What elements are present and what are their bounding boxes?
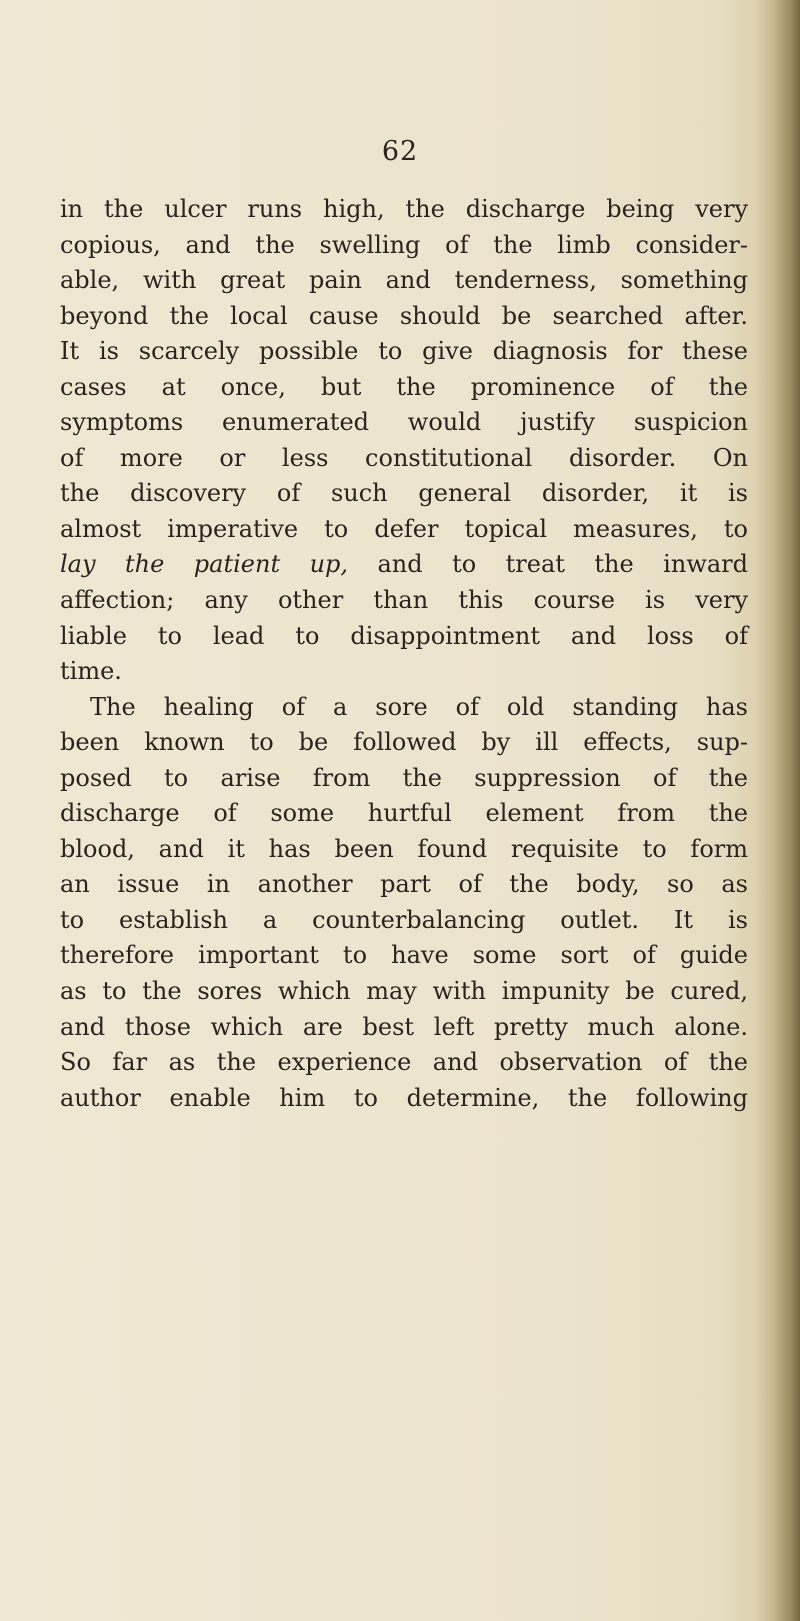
text-line: been known to be followed by ill effects, sup-: [60, 728, 748, 757]
paragraph-start-line: The healing of a sore of old standing has: [90, 692, 748, 721]
text-line: and those which are best left pretty much alone.: [60, 1012, 748, 1041]
text-line: of more or less constitutional disorder. On: [60, 443, 748, 472]
text-line: So far as the experience and observation of the: [60, 1048, 748, 1077]
text-line: symptoms enumerated would justify suspicion: [60, 408, 748, 437]
text-line: cases at once, but the prominence of the: [60, 372, 748, 401]
page-edge-shadow: [756, 0, 800, 1621]
text-line: the discovery of such general disorder, it is: [60, 479, 748, 508]
text-line: posed to arise from the suppression of the: [60, 763, 748, 792]
text-line: copious, and the swelling of the limb consider-: [60, 230, 748, 259]
text-line: beyond the local cause should be searched after.: [60, 301, 748, 330]
text-line: [60, 547, 748, 583]
text-line: in the ulcer runs high, the discharge being very: [60, 195, 748, 223]
text-line: It is scarcely possible to give diagnosis for these: [60, 337, 748, 366]
text-line: liable to lead to disappointment and loss of: [60, 621, 748, 650]
page-number: 62: [381, 136, 419, 167]
text-line-rest: and to treat the inward: [348, 550, 748, 579]
text-line: able, with great pain and tenderness, something: [60, 266, 748, 295]
text-line: as to the sores which may with impunity be cured,: [60, 977, 748, 1006]
text-line: discharge of some hurtful element from the: [60, 799, 748, 828]
text-line: therefore important to have some sort of guide: [60, 941, 748, 970]
text-line: an issue in another part of the body, so as: [60, 870, 748, 899]
body-text: [60, 192, 748, 1116]
paragraph-end-line: time.: [60, 657, 122, 686]
text-line: blood, and it has been found requisite to form: [60, 834, 748, 863]
text-line: author enable him to determine, the following: [60, 1083, 748, 1112]
text-line: affection; any other than this course is very: [60, 586, 748, 615]
italic-phrase: lay the patient up,: [60, 550, 349, 579]
text-line: to establish a counterbalancing outlet. It is: [60, 905, 748, 934]
text-line: almost imperative to defer topical measures, to: [60, 514, 748, 543]
